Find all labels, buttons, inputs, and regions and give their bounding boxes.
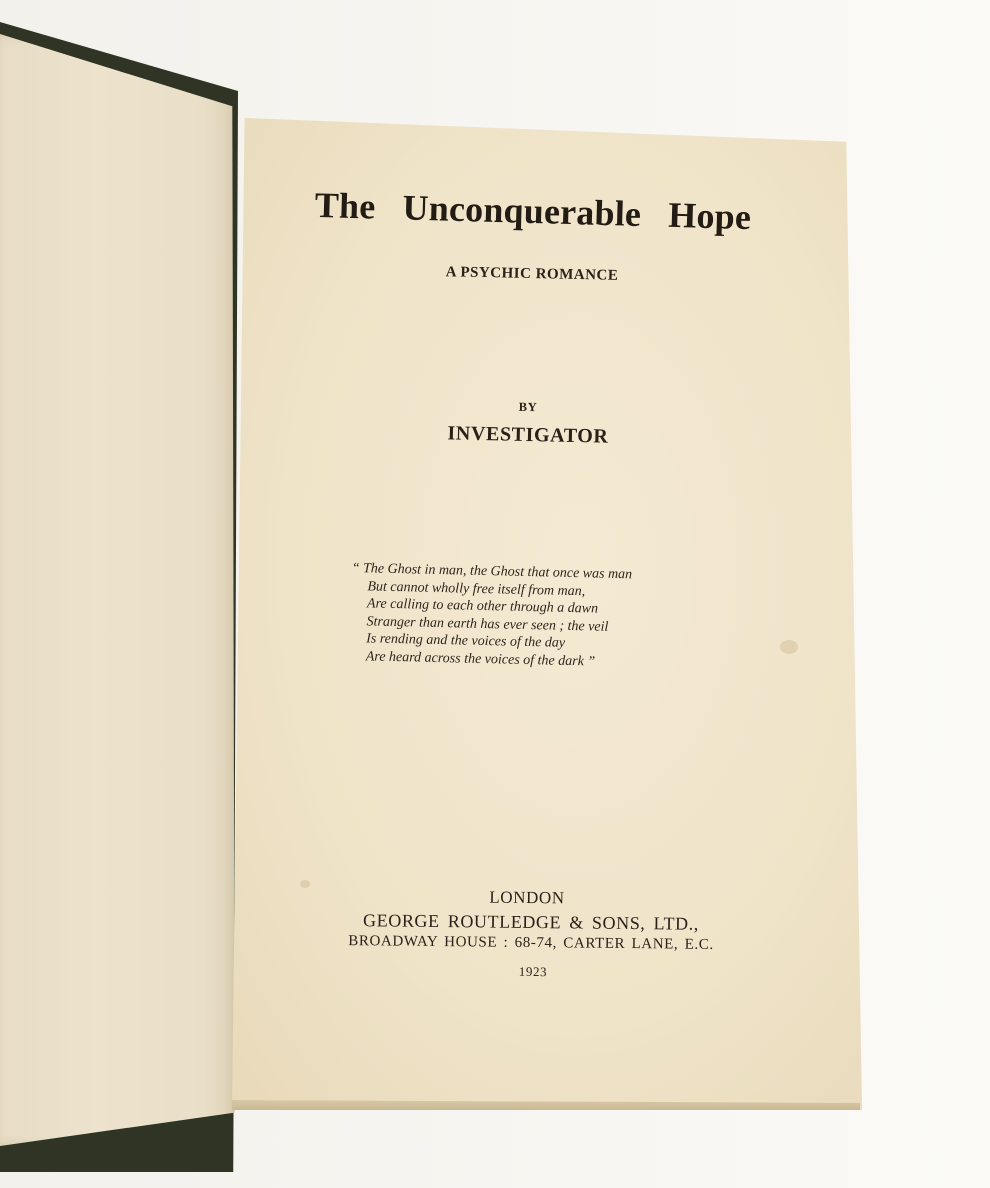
epigraph-line: But cannot wholly free itself from man,: [367, 578, 586, 599]
epigraph-line: Are calling to each other through a dawn: [366, 596, 599, 617]
foxing-spot: [780, 640, 798, 654]
epigraph: [350, 560, 633, 671]
book-subtitle: A PSYCHIC ROMANCE: [445, 264, 619, 284]
imprint-city: LONDON: [489, 887, 565, 908]
epigraph-line: “ The Ghost in man, the Ghost that once was man: [351, 560, 633, 583]
book-title: The Unconquerable Hope: [314, 184, 752, 238]
imprint-year: 1923: [518, 963, 548, 980]
epigraph-line: Are heard across the voices of the dark ”: [365, 648, 596, 670]
epigraph-line: Stranger than earth has ever seen ; the veil: [366, 613, 609, 635]
by-label: BY: [518, 399, 538, 415]
imprint-address: BROADWAY HOUSE : 68-74, CARTER LANE, E.C.: [348, 933, 714, 953]
author-name: INVESTIGATOR: [447, 422, 609, 448]
epigraph-line: Is rending and the voices of the day: [366, 631, 566, 651]
imprint-publisher: GEORGE ROUTLEDGE & SONS, LTD.,: [362, 910, 700, 934]
